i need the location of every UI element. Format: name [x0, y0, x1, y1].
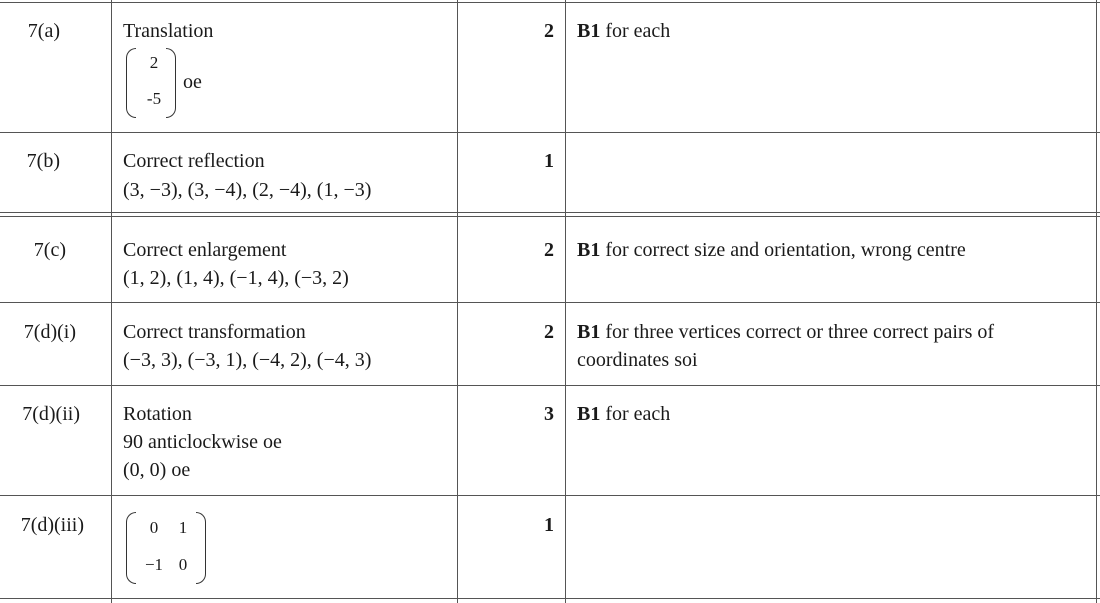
matrix-cell: −1 — [144, 555, 164, 574]
answer-line: Translation — [123, 20, 214, 42]
guidance-continuation: coordinates soi — [577, 349, 698, 371]
vector-top: 2 — [149, 53, 159, 72]
row-divider — [0, 216, 1100, 217]
guidance-code: B1 — [577, 20, 601, 42]
matrix-cell: 1 — [178, 518, 188, 537]
guidance-detail: for each — [600, 403, 671, 425]
vector-bottom: -5 — [146, 89, 162, 108]
marks-value: 2 — [544, 239, 554, 261]
marks-value: 1 — [544, 514, 554, 536]
answer-line: Correct reflection — [123, 150, 265, 172]
question-number: 7(d)(iii) — [20, 514, 84, 536]
guidance-code: B1 — [577, 403, 601, 425]
row-divider — [0, 495, 1100, 496]
question-number: 7(d)(i) — [23, 321, 76, 343]
marks-value: 3 — [544, 403, 554, 425]
answer-line: Correct enlargement — [123, 239, 287, 261]
guidance-code: B1 — [577, 239, 601, 261]
answer-line: (0, 0) oe — [123, 459, 191, 481]
answer-line: (1, 2), (1, 4), (−1, 4), (−3, 2) — [123, 267, 349, 289]
translation-vector — [126, 48, 176, 118]
guidance-detail: for three vertices correct or three correct pairs of — [600, 321, 995, 343]
bracket-left — [126, 512, 136, 584]
matrix-cell: 0 — [149, 518, 159, 537]
guidance-text — [577, 318, 994, 346]
guidance-code: B1 — [577, 321, 601, 343]
bracket-left — [126, 48, 136, 118]
marks-value: 1 — [544, 150, 554, 172]
marks-value: 2 — [544, 321, 554, 343]
guidance-text — [577, 236, 966, 264]
table-border-right — [1096, 0, 1097, 603]
guidance-detail: for each — [600, 20, 671, 42]
answer-line: (3, −3), (3, −4), (2, −4), (1, −3) — [123, 179, 372, 201]
answer-line: Correct transformation — [123, 321, 306, 343]
column-divider — [565, 0, 566, 603]
guidance-detail: for correct size and orientation, wrong centre — [600, 239, 966, 261]
guidance-text — [577, 17, 670, 45]
bracket-right — [196, 512, 206, 584]
question-number: 7(b) — [26, 150, 60, 172]
column-divider — [457, 0, 458, 603]
column-divider — [111, 0, 112, 603]
marks-value: 2 — [544, 20, 554, 42]
answer-line: 90 anticlockwise oe — [123, 431, 282, 453]
answer-line: (−3, 3), (−3, 1), (−4, 2), (−4, 3) — [123, 349, 372, 371]
guidance-text — [577, 400, 670, 428]
table-border-bottom — [0, 598, 1100, 599]
table-border-top — [0, 2, 1100, 3]
answer-line: Rotation — [123, 403, 192, 425]
question-number: 7(c) — [33, 239, 66, 261]
row-divider — [0, 385, 1100, 386]
matrix-cell: 0 — [178, 555, 188, 574]
answer-suffix: oe — [183, 71, 202, 93]
row-divider — [0, 132, 1100, 133]
transformation-matrix — [126, 512, 206, 584]
question-number: 7(d)(ii) — [22, 403, 80, 425]
question-number: 7(a) — [27, 20, 60, 42]
row-divider — [0, 212, 1100, 213]
row-divider — [0, 302, 1100, 303]
